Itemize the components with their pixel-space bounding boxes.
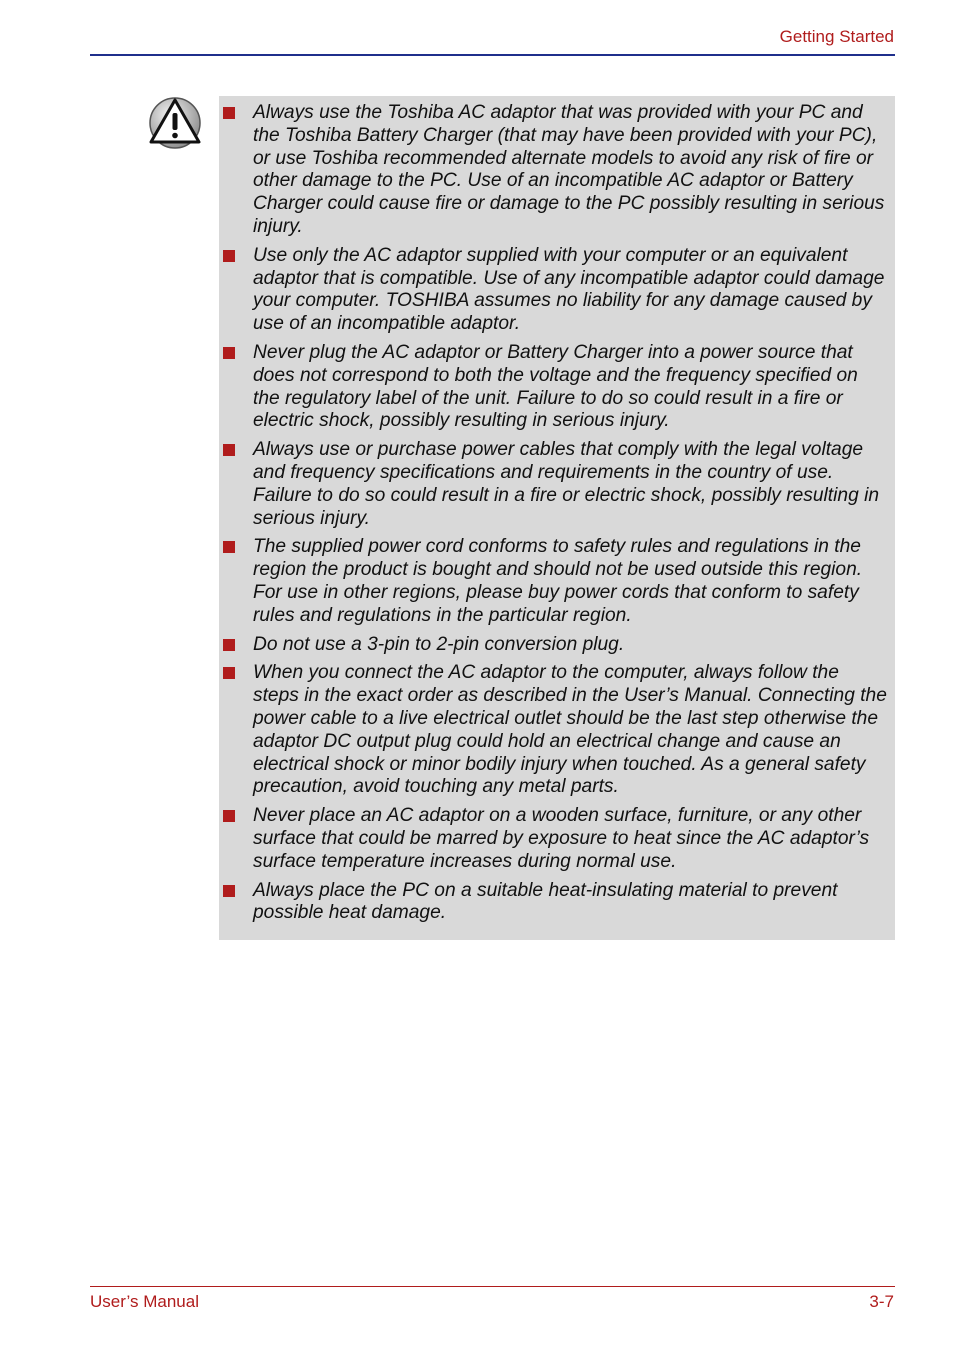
bullet-square-icon (223, 107, 235, 119)
warning-item (219, 880, 889, 926)
header-divider (90, 54, 895, 56)
warning-item-text: The supplied power cord conforms to safety rules and regulations in the region the product is bought and should not be used outside this region. For use in other regions, please buy power cords that conform to safety rules and regulations in the particular region. (253, 536, 863, 626)
warning-item-text: Use only the AC adaptor supplied with your computer or an equivalent adaptor that is compatible. Use of any incompatible adaptor could damage your computer. TOSHIBA assumes no liability for any damage caused by use of an incompatible adaptor. (253, 244, 885, 335)
warning-item (219, 805, 889, 873)
warning-item (219, 439, 889, 530)
bullet-square-icon (223, 250, 235, 262)
warning-box (219, 96, 895, 940)
warning-item (219, 536, 889, 627)
page-number: 3-7 (869, 1292, 894, 1311)
warning-item (219, 662, 889, 799)
bullet-square-icon (223, 885, 235, 897)
warning-item (219, 245, 889, 336)
warning-item-text: Always use the Toshiba AC adaptor that was provided with your PC and the Toshiba Battery Charger (that may have been provided with your PC), or use Toshiba recommended alternate models to avoid any risk of fire or other damage to the PC. Use of an incompatible AC adaptor or Battery Charger could cause fire or damage to the PC possibly resulting in serious injury. (253, 102, 885, 237)
bullet-square-icon (223, 810, 235, 822)
warning-item-text: When you connect the AC adaptor to the computer, always follow the steps in the exact order as described in the User’s Manual. Connecting the power cable to a live electrical outlet should be the last step otherwise the adaptor DC output plug could hold an electrical change and cause an electrical shock or minor bodily injury when touched. As a general safety precaution, avoid touching any metal parts. (253, 662, 887, 798)
bullet-square-icon (223, 667, 235, 679)
warning-item-text: Do not use a 3-pin to 2-pin conversion plug. (253, 633, 625, 655)
bullet-square-icon (223, 347, 235, 359)
bullet-square-icon (223, 444, 235, 456)
warning-item (219, 102, 889, 239)
warning-item (219, 342, 889, 433)
warning-item-text: Always use or purchase power cables that comply with the legal voltage and frequency specifications and requirements in the country of use. Failure to do so could result in a fire or electric shock, possibly resulting in serious injury. (253, 439, 880, 529)
warning-triangle-icon (148, 96, 202, 150)
manual-name: User’s Manual (90, 1292, 199, 1311)
bullet-square-icon (223, 639, 235, 651)
warning-list (219, 102, 889, 925)
warning-item-text: Always place the PC on a suitable heat-insulating material to prevent possible heat damage. (253, 879, 838, 924)
bullet-square-icon (223, 541, 235, 553)
warning-item-text: Never plug the AC adaptor or Battery Charger into a power source that does not correspond to both the voltage and the frequency specified on the regulatory label of the unit. Failure to do so could result in a fire or electric shock, possibly resulting in serious injury. (253, 341, 858, 432)
section-title: Getting Started (779, 27, 894, 46)
warning-item-text: Never place an AC adaptor on a wooden surface, furniture, or any other surface that could be marred by exposure to heat since the AC adaptor’s surface temperature increases during normal use. (253, 805, 870, 872)
footer-divider (90, 1286, 895, 1287)
warning-item (219, 634, 889, 657)
